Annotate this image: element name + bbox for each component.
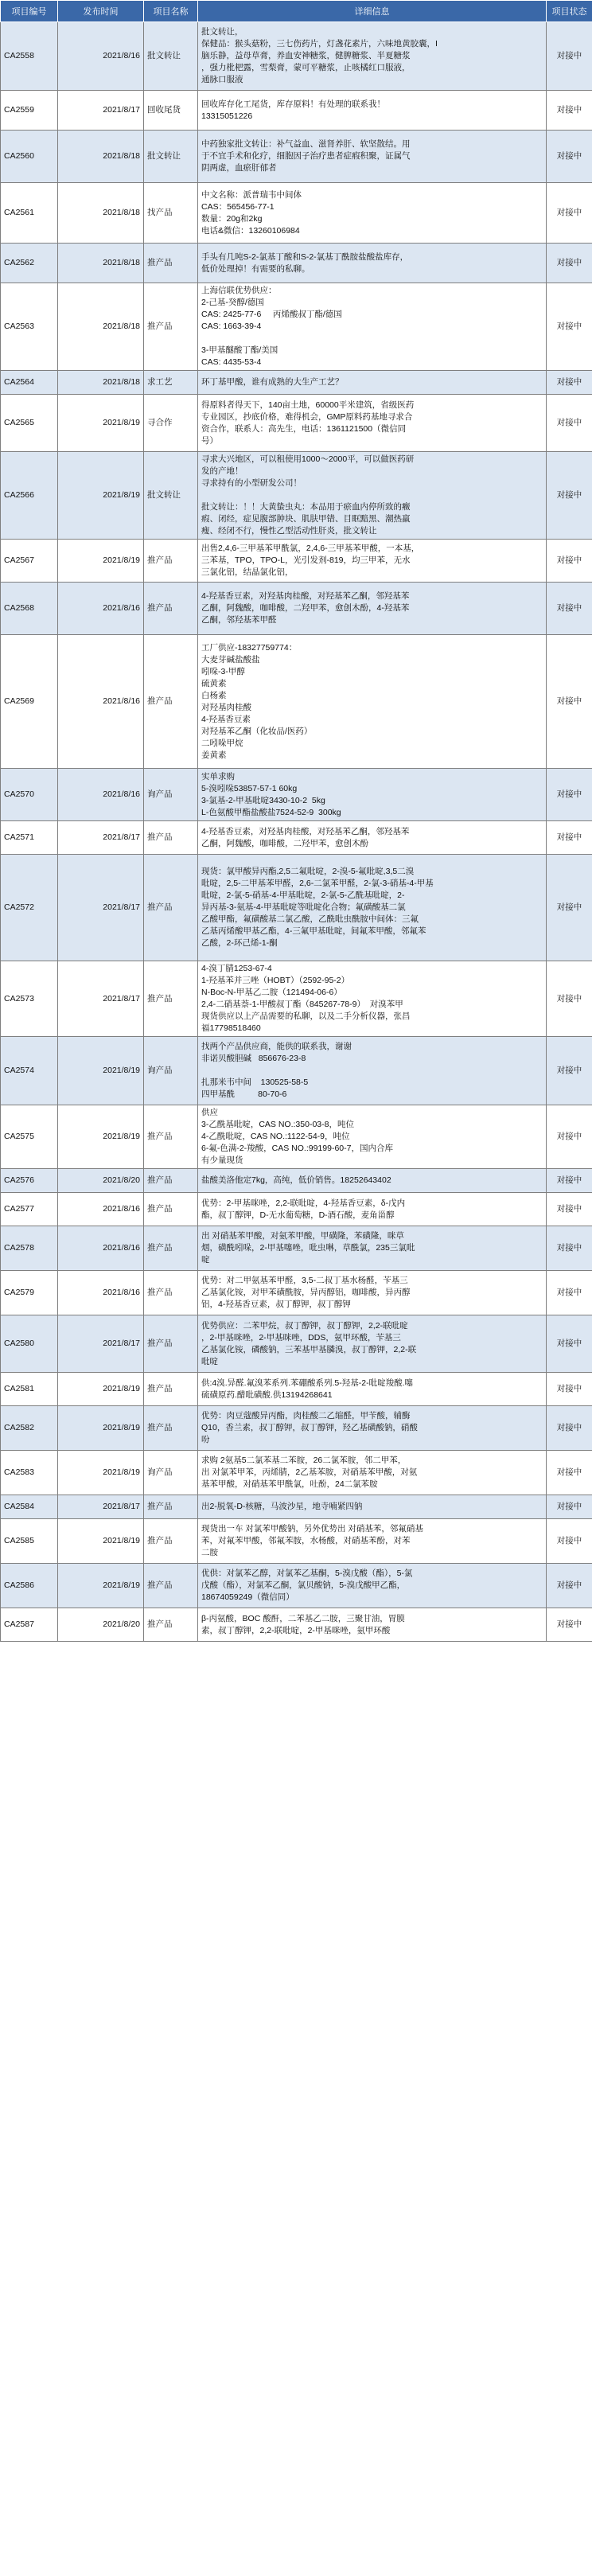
cell-details: 中药独家批文转让：补气益血、滋肾养肝、软坚散结。用 于不宜手术和化疗，细胞因子治疗患者症瘕积聚，证属气 阴两虚，血瘀肝郁者 (198, 131, 547, 183)
cell-project-id: CA2561 (1, 183, 58, 244)
cell-project-id: CA2577 (1, 1193, 58, 1226)
cell-project-id: CA2578 (1, 1226, 58, 1271)
table-row (1, 540, 592, 583)
table-row (1, 583, 592, 635)
table-row (1, 131, 592, 183)
cell-status: 对接中 (547, 22, 592, 91)
cell-project-id: CA2581 (1, 1373, 58, 1406)
table-row (1, 244, 592, 283)
cell-project-id: CA2583 (1, 1451, 58, 1495)
cell-project-name: 批文转让 (144, 22, 198, 91)
cell-project-id: CA2564 (1, 371, 58, 395)
cell-details: 找两个产品供应商，能供的联系我，谢谢 非诺贝酸胆碱 856676-23-8 扎那米韦中间 130525-58-5 四甲基酰 80-70-6 (198, 1037, 547, 1105)
cell-details: 出2-脱氧-D-核糖，马波沙星，地寺喃紧四钠 (198, 1495, 547, 1519)
cell-project-name: 求工艺 (144, 371, 198, 395)
cell-publish-date: 2021/8/18 (58, 371, 144, 395)
cell-details: 上海信联优势供应： 2-己基-癸醇/德国 CAS: 2425-77-6 丙烯酸叔丁酯/德国 CAS: 1663-39-4 3-甲基醚酸丁酯/美国 CAS: 4435-53-4 (198, 283, 547, 371)
table-row (1, 855, 592, 961)
cell-status: 对接中 (547, 283, 592, 371)
table-row (1, 1169, 592, 1193)
cell-project-id: CA2562 (1, 244, 58, 283)
table-row (1, 1406, 592, 1451)
cell-project-id: CA2566 (1, 452, 58, 540)
cell-project-name: 推产品 (144, 855, 198, 961)
cell-publish-date: 2021/8/16 (58, 1226, 144, 1271)
cell-details: 实单求购 5-溴吲哚53857-57-1 60kg 3-氯基-2-甲基吡啶3430-10-2 5kg L-色氨酸甲酯盐酸盐7524-52-9 300kg (198, 769, 547, 821)
cell-status: 对接中 (547, 452, 592, 540)
cell-publish-date: 2021/8/19 (58, 1564, 144, 1608)
cell-details: 中文名称：派普瑞韦中间体 CAS：565456-77-1 数量：20g和2kg 电话&微信：13260106984 (198, 183, 547, 244)
table-row (1, 961, 592, 1037)
cell-status: 对接中 (547, 91, 592, 131)
cell-publish-date: 2021/8/17 (58, 855, 144, 961)
cell-project-id: CA2587 (1, 1608, 58, 1642)
cell-project-name: 寻合作 (144, 395, 198, 452)
cell-project-id: CA2580 (1, 1315, 58, 1373)
cell-project-id: CA2584 (1, 1495, 58, 1519)
cell-project-id: CA2559 (1, 91, 58, 131)
header-row (1, 1, 592, 22)
cell-status: 对接中 (547, 1037, 592, 1105)
table-row (1, 635, 592, 769)
cell-project-id: CA2571 (1, 821, 58, 855)
table-row (1, 183, 592, 244)
table-row (1, 821, 592, 855)
cell-project-id: CA2558 (1, 22, 58, 91)
cell-project-id: CA2569 (1, 635, 58, 769)
cell-status: 对接中 (547, 1105, 592, 1169)
cell-publish-date: 2021/8/17 (58, 821, 144, 855)
cell-project-name: 批文转让 (144, 452, 198, 540)
cell-project-name: 推产品 (144, 961, 198, 1037)
cell-publish-date: 2021/8/19 (58, 1406, 144, 1451)
table-row (1, 371, 592, 395)
cell-publish-date: 2021/8/17 (58, 91, 144, 131)
cell-details: 优势：肉豆蔻酸异丙酯，肉桂酸二乙缩醛，甲苄酸，辅酶 Q10，香兰素，叔丁醇钾，叔丁醇钾，羟乙基磺酸钠，硝酸 吩 (198, 1406, 547, 1451)
cell-publish-date: 2021/8/19 (58, 1451, 144, 1495)
cell-publish-date: 2021/8/18 (58, 183, 144, 244)
cell-project-name: 回收尾货 (144, 91, 198, 131)
cell-status: 对接中 (547, 1495, 592, 1519)
cell-project-name: 推产品 (144, 1564, 198, 1608)
cell-status: 对接中 (547, 371, 592, 395)
cell-publish-date: 2021/8/18 (58, 244, 144, 283)
cell-project-name: 找产品 (144, 183, 198, 244)
cell-publish-date: 2021/8/19 (58, 452, 144, 540)
cell-project-name: 推产品 (144, 1105, 198, 1169)
cell-status: 对接中 (547, 1608, 592, 1642)
cell-status: 对接中 (547, 1169, 592, 1193)
cell-project-name: 推产品 (144, 583, 198, 635)
cell-publish-date: 2021/8/16 (58, 583, 144, 635)
cell-project-id: CA2567 (1, 540, 58, 583)
cell-publish-date: 2021/8/19 (58, 1519, 144, 1564)
cell-project-name: 推产品 (144, 283, 198, 371)
cell-status: 对接中 (547, 961, 592, 1037)
cell-publish-date: 2021/8/20 (58, 1608, 144, 1642)
table-row (1, 1037, 592, 1105)
cell-details: 优势：对二甲氨基苯甲醛，3,5-二叔丁基水杨醛，苄基三 乙基氯化铵，对甲苯磺酰胺，异丙醇铝，咖啡酸，异丙醇 铝，4-羟基香豆素，叔丁醇钾，叔丁醇钾 (198, 1271, 547, 1315)
cell-status: 对接中 (547, 821, 592, 855)
cell-status: 对接中 (547, 1451, 592, 1495)
cell-status: 对接中 (547, 183, 592, 244)
cell-status: 对接中 (547, 131, 592, 183)
table-row (1, 769, 592, 821)
cell-project-name: 询产品 (144, 1037, 198, 1105)
cell-project-id: CA2560 (1, 131, 58, 183)
cell-status: 对接中 (547, 1373, 592, 1406)
cell-details: 回收库存化工尾货，库存原料！有处理的联系我！ 13315051226 (198, 91, 547, 131)
table-row (1, 1105, 592, 1169)
cell-project-name: 推产品 (144, 244, 198, 283)
cell-status: 对接中 (547, 1564, 592, 1608)
cell-project-name: 询产品 (144, 769, 198, 821)
cell-project-id: CA2565 (1, 395, 58, 452)
cell-project-id: CA2576 (1, 1169, 58, 1193)
cell-project-name: 推产品 (144, 635, 198, 769)
cell-status: 对接中 (547, 769, 592, 821)
cell-project-name: 推产品 (144, 1271, 198, 1315)
table-row (1, 1193, 592, 1226)
cell-status: 对接中 (547, 1315, 592, 1373)
table-row (1, 283, 592, 371)
cell-publish-date: 2021/8/18 (58, 283, 144, 371)
cell-status: 对接中 (547, 583, 592, 635)
cell-project-id: CA2585 (1, 1519, 58, 1564)
cell-publish-date: 2021/8/16 (58, 1271, 144, 1315)
cell-details: 手头有几吨S-2-氯基丁酸和S-2-氯基丁酰胺盐酸盐库存， 低价处理掉！有需要的私聊。 (198, 244, 547, 283)
cell-details: 供应 3-乙酰基吡啶，CAS NO.:350-03-8，吨位 4-乙酰吡啶，CAS NO.:1122-54-9，吨位 6-氟-色满-2-羧酸，CAS NO.:99199-60-7，国内合库 有少量现货 (198, 1105, 547, 1169)
table-row (1, 91, 592, 131)
cell-project-name: 询产品 (144, 1451, 198, 1495)
table-body (1, 22, 592, 1642)
cell-status: 对接中 (547, 395, 592, 452)
cell-project-name: 推产品 (144, 1608, 198, 1642)
cell-project-name: 推产品 (144, 1193, 198, 1226)
cell-project-id: CA2586 (1, 1564, 58, 1608)
cell-details: 4-羟基香豆素，对羟基肉桂酸，对羟基苯乙酮，邻羟基苯 乙酮，阿魏酸，咖啡酸，二羟甲苯，愈创木酚 (198, 821, 547, 855)
cell-details: 现货出一车 对氯苯甲酸钠，另外优势出 对硝基苯，邻氟硝基 苯，对氟苯甲酸，邻氟苯胺，水杨酸，对硝基苯酚，对苯 二胺 (198, 1519, 547, 1564)
cell-publish-date: 2021/8/19 (58, 540, 144, 583)
cell-project-name: 推产品 (144, 821, 198, 855)
cell-project-name: 推产品 (144, 1226, 198, 1271)
header-status: 项目状态 (547, 1, 592, 22)
cell-status: 对接中 (547, 1193, 592, 1226)
cell-publish-date: 2021/8/17 (58, 1315, 144, 1373)
cell-project-id: CA2575 (1, 1105, 58, 1169)
header-project-id: 项目编号 (1, 1, 58, 22)
cell-project-id: CA2582 (1, 1406, 58, 1451)
table-row (1, 1271, 592, 1315)
cell-details: 供:4溴.异醛.氟溴苯系列.苯硼酸系列.5-羟基-2-吡啶羧酸.噻 硫磺原药.醋吡磺酸.供13194268641 (198, 1373, 547, 1406)
cell-status: 对接中 (547, 855, 592, 961)
cell-project-id: CA2579 (1, 1271, 58, 1315)
cell-status: 对接中 (547, 1226, 592, 1271)
cell-publish-date: 2021/8/19 (58, 1037, 144, 1105)
cell-publish-date: 2021/8/17 (58, 961, 144, 1037)
cell-status: 对接中 (547, 1271, 592, 1315)
cell-publish-date: 2021/8/16 (58, 22, 144, 91)
cell-publish-date: 2021/8/20 (58, 1169, 144, 1193)
cell-status: 对接中 (547, 1519, 592, 1564)
cell-project-id: CA2568 (1, 583, 58, 635)
cell-details: 优供：对氯苯乙醇，对氯苯乙基酮，5-溴戊酸（酯），5-氯 戊酸（酯），对氯苯乙酮，氯贝酸钠，5-溴戊酸甲乙酯， 18674059249（微信同） (198, 1564, 547, 1608)
cell-publish-date: 2021/8/19 (58, 1105, 144, 1169)
header-publish-date: 发布时间 (58, 1, 144, 22)
cell-publish-date: 2021/8/19 (58, 1373, 144, 1406)
cell-details: 得原料者得天下，140亩土地，60000平米建筑，省级医药 专业园区，抄底价格，难得机会，GMP原料药基地寻求合 资合作，联系人：高先生，电话：1361121500（微信同 号） (198, 395, 547, 452)
cell-project-id: CA2563 (1, 283, 58, 371)
cell-details: 4-溴丁腈1253-67-4 1-羟基苯并三唑（HOBT）（2592-95-2） N-Boc-N-甲基乙二胺（121494-06-6） 2,4-二硝基萘-1-甲酸叔丁酯（845267-78-9） 对溴苯甲 现货供应以上产品需要的私聊，以及二手分析仪器，张昌 福17798518460 (198, 961, 547, 1037)
cell-details: 工厂供应-18327759774： 大麦芽碱盐酸盐 吲哚-3-甲醇 硫黄素 白杨素 对羟基肉桂酸 4-羟基香豆素 对羟基苯乙酮（化妆品/医药） 二吲哚甲烷 姜黄素 (198, 635, 547, 769)
cell-publish-date: 2021/8/16 (58, 635, 144, 769)
cell-status: 对接中 (547, 1406, 592, 1451)
cell-project-id: CA2572 (1, 855, 58, 961)
cell-details: 批文转让， 保健品：猴头菇粉，三七伤药片，灯盏花素片，六味地黄胶囊，I 脑乐静，益母草膏，养血安神糖浆，健脾糖浆、半夏糖浆 ，强力枇杷露，雪梨膏，蒙可平糖浆，止咳橘红口服液， 通脉口服液 (198, 22, 547, 91)
cell-project-id: CA2574 (1, 1037, 58, 1105)
cell-details: 优势：2-甲基咪唑，2,2-联吡啶，4-羟基香豆素，δ-戊内 酯，叔丁醇钾，D-无水葡萄糖，D-酒石酸，麦角甾醇 (198, 1193, 547, 1226)
cell-project-name: 推产品 (144, 1495, 198, 1519)
cell-details: 优势供应：二苯甲烷，叔丁醇钾，叔丁醇钾，2,2-联吡啶 ，2-甲基咪唑，2-甲基咪唑，DDS，氨甲环酸，苄基三 乙基氯化铵，磷酸钠，三苯基甲基膦溴，叔丁醇钾，2,2-联 吡啶 (198, 1315, 547, 1373)
cell-details: 求购 2氨基5二氯苯基二苯胺，26二氯苯胺，邻二甲苯， 出 对氯苯甲苯，丙烯腈，2乙基苯胺，对硝基苯甲酸，对氨 基苯甲酸，对硝基苯甲酰氯，吐酚，24二氯苯胺 (198, 1451, 547, 1495)
cell-details: 环丁基甲酸，谁有成熟的大生产工艺？ (198, 371, 547, 395)
cell-project-name: 推产品 (144, 1169, 198, 1193)
table-row (1, 1226, 592, 1271)
table-row (1, 1373, 592, 1406)
table-row (1, 22, 592, 91)
table-row (1, 1608, 592, 1642)
cell-project-name: 推产品 (144, 1373, 198, 1406)
header-details: 详细信息 (198, 1, 547, 22)
table-row (1, 1564, 592, 1608)
cell-project-name: 批文转让 (144, 131, 198, 183)
table-row (1, 1519, 592, 1564)
cell-details: 出售2,4,6-三甲基苯甲酰氯，2,4,6-三甲基苯甲酸，一本基， 三苯基，TPO，TPO-L，光引发剂-819，均三甲苯，无水 三氯化铝，结晶氯化铝， (198, 540, 547, 583)
cell-details: 4-羟基香豆素，对羟基肉桂酸，对羟基苯乙酮，邻羟基苯 乙酮，阿魏酸，咖啡酸，二羟甲苯，愈创木酚，4-羟基苯 乙酮，邻羟基苯甲醛 (198, 583, 547, 635)
cell-details: 出 对硝基苯甲酸，对氨苯甲酸，甲磺隆，苯磺隆，咪草 烟，磺酰吲哚，2-甲基噻唑，吡虫啉，草酰氯，235三氯吡 啶 (198, 1226, 547, 1271)
cell-details: 现货：氯甲酸异丙酯,2,5二氟吡啶，2-溴-5-氟吡啶,3,5二溴 吡啶，2,5-二甲基苯甲醛，2,6-二氯苯甲醛，2-氯-3-硝基-4-甲基 吡啶，2-氯-5-硝基-4-甲基吡啶，2-氯-5-乙酰基吡啶，2- 异丙基-3-氨基-4-甲基吡啶等吡啶化合物；氟磺酸基二氯 乙酸甲酯，氟磺酸基二氯乙酸，乙酰吡虫酰胺中间体：三氟 乙基丙烯酸甲基乙酯，4-三氟甲基吡啶，间氟苯甲酸，邻氟苯 乙酸，2-环己烯-1-酮 (198, 855, 547, 961)
cell-publish-date: 2021/8/16 (58, 1193, 144, 1226)
table-row (1, 1495, 592, 1519)
cell-project-name: 推产品 (144, 540, 198, 583)
cell-project-id: CA2573 (1, 961, 58, 1037)
cell-details: β-丙氨酸，BOC 酸酐，二苯基乙二胺，三聚甘油，胃膜 素，叔丁醇钾，2,2-联吡啶，2-甲基咪唑，氨甲环酸 (198, 1608, 547, 1642)
table-row (1, 452, 592, 540)
table-row (1, 395, 592, 452)
cell-status: 对接中 (547, 244, 592, 283)
cell-details: 寻求大兴地区，可以租使用1000～2000平，可以做医药研 发的产地！ 寻求持有的小型研发公司！ 批文转让：！！大黄蛰虫丸：本品用于瘀血内停所致的癥 瘕、闭经，症见腹部肿块、肌肤甲错、目眶黯黑、潮热羸 瘦、经闭不行，慢性乙型活动性肝炎，批文转让 (198, 452, 547, 540)
cell-project-name: 推产品 (144, 1406, 198, 1451)
header-project-name: 项目名称 (144, 1, 198, 22)
cell-project-id: CA2570 (1, 769, 58, 821)
table-row (1, 1451, 592, 1495)
cell-publish-date: 2021/8/17 (58, 1495, 144, 1519)
cell-publish-date: 2021/8/19 (58, 395, 144, 452)
cell-details: 盐酸美洛他定7kg，高纯，低价销售。18252643402 (198, 1169, 547, 1193)
cell-publish-date: 2021/8/18 (58, 131, 144, 183)
cell-publish-date: 2021/8/16 (58, 769, 144, 821)
table-row (1, 1315, 592, 1373)
cell-project-name: 推产品 (144, 1315, 198, 1373)
cell-project-name: 推产品 (144, 1519, 198, 1564)
cell-status: 对接中 (547, 540, 592, 583)
cell-status: 对接中 (547, 635, 592, 769)
